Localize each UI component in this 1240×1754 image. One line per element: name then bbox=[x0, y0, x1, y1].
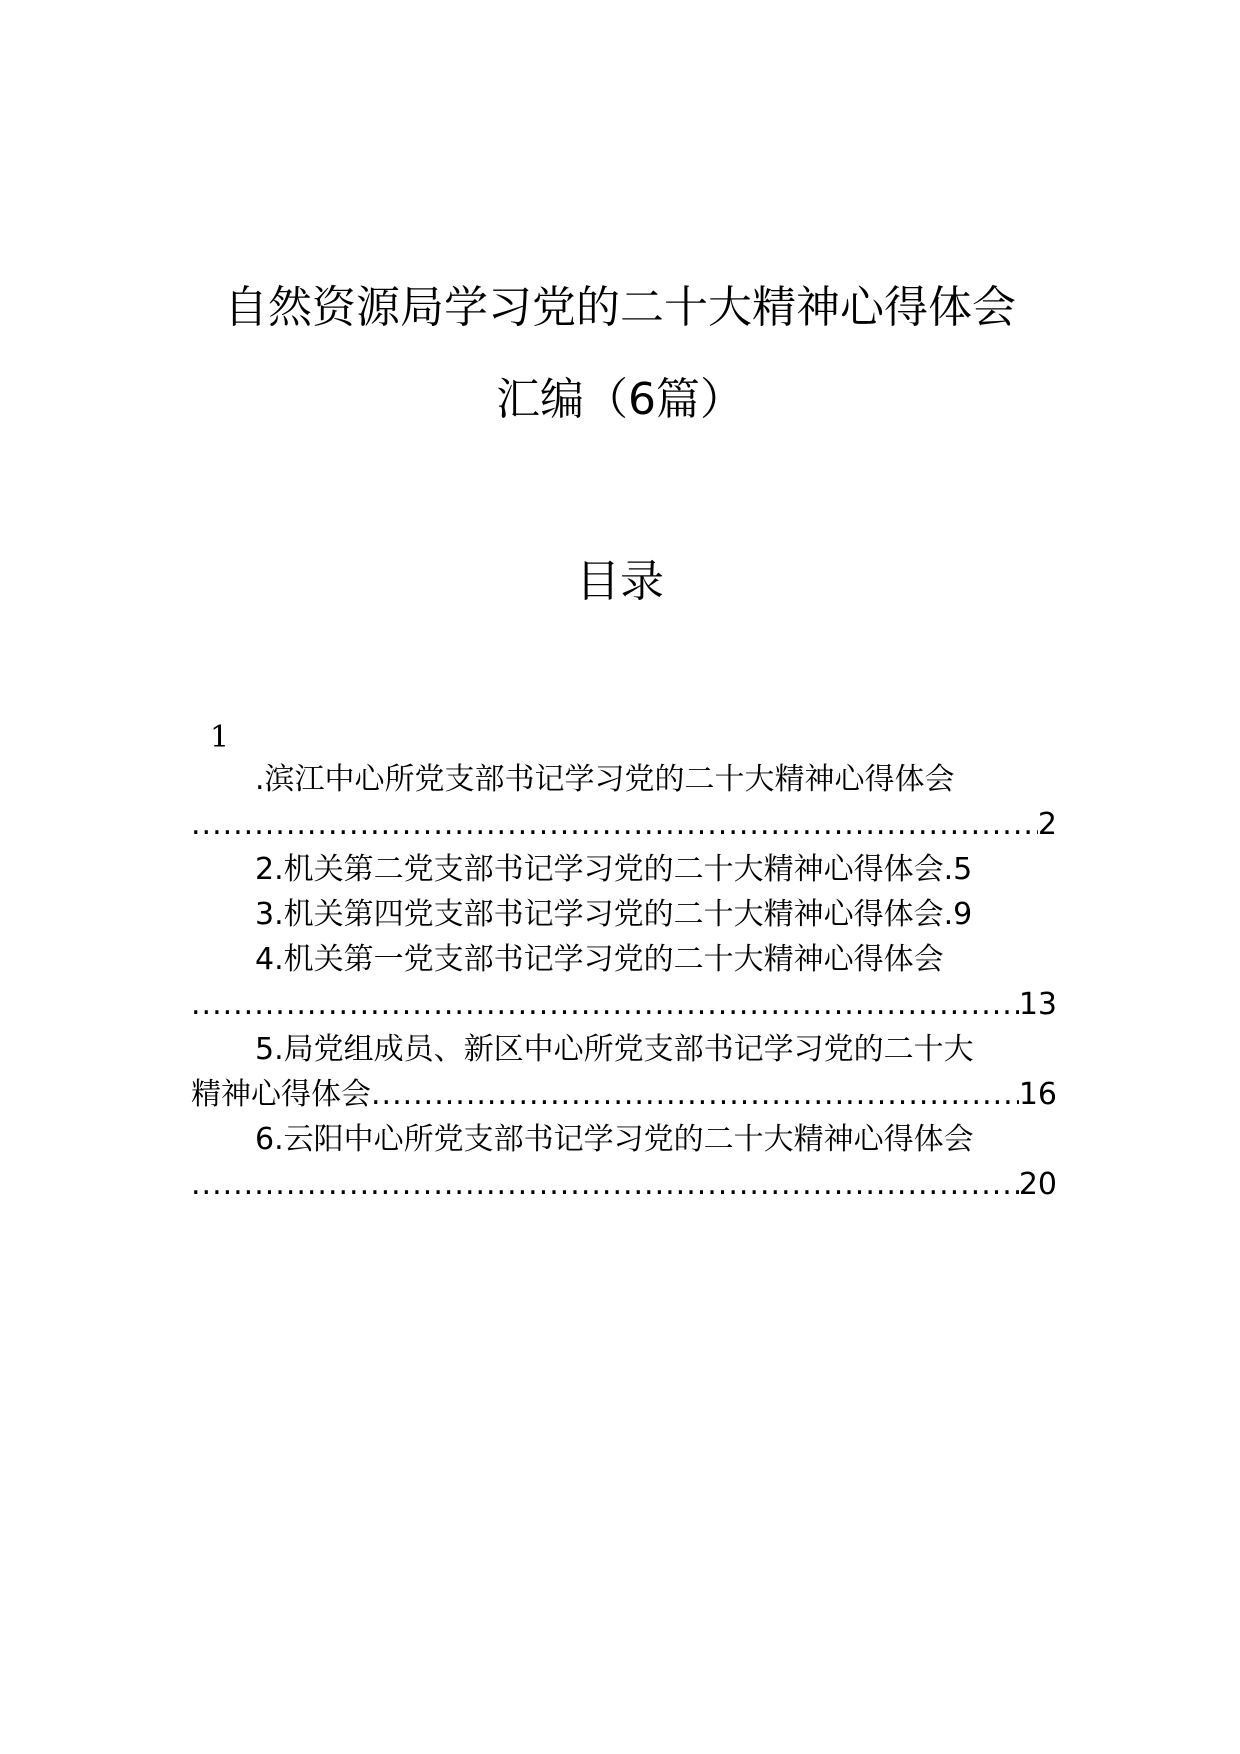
toc-heading: 目录 bbox=[576, 556, 664, 607]
toc-entry-text: 机关第一党支部书记学习党的二十大精神心得体会 bbox=[283, 942, 944, 977]
toc-number: 6. bbox=[255, 1122, 284, 1157]
dot-leader bbox=[191, 982, 1019, 1027]
dot-leader bbox=[191, 1162, 1019, 1207]
dot-leader bbox=[191, 802, 1038, 847]
toc-number: 3. bbox=[255, 897, 284, 932]
toc-entry-4[interactable] bbox=[191, 937, 1057, 982]
toc-entry-text: 局党组成员、新区中心所党支部书记学习党的二十大 bbox=[283, 1032, 974, 1067]
toc-page: 20 bbox=[1018, 1167, 1057, 1202]
toc-entry-5[interactable] bbox=[191, 1027, 1057, 1072]
toc-page: 9 bbox=[953, 897, 973, 932]
toc-entry-5-cont[interactable] bbox=[191, 1072, 1057, 1117]
dot-leader bbox=[371, 1072, 1019, 1117]
toc-entry-1[interactable] bbox=[191, 757, 1057, 802]
document-subtitle: 汇编（6篇） bbox=[496, 374, 744, 425]
toc-number: 2. bbox=[255, 852, 284, 887]
toc-page: 5 bbox=[953, 852, 973, 887]
toc-entry-text: 精神心得体会 bbox=[191, 1077, 371, 1112]
toc-entry-text: .滨江中心所党支部书记学习党的二十大精神心得体会 bbox=[255, 762, 955, 797]
toc-number: 4. bbox=[255, 942, 284, 977]
toc-entry-6-leader[interactable] bbox=[191, 1162, 1057, 1207]
toc-entry-text: 机关第二党支部书记学习党的二十大精神心得体会. bbox=[283, 852, 954, 887]
toc-entry-text: 机关第四党支部书记学习党的二十大精神心得体会. bbox=[283, 897, 954, 932]
toc-entry-1-leader[interactable] bbox=[191, 802, 1057, 847]
toc-number: 5. bbox=[255, 1032, 284, 1067]
toc-entry-4-leader[interactable] bbox=[191, 982, 1057, 1027]
toc-page: 13 bbox=[1018, 987, 1057, 1022]
toc-page: 16 bbox=[1018, 1077, 1057, 1112]
document-title: 自然资源局学习党的二十大精神心得体会 bbox=[224, 282, 1016, 333]
toc-entry-1-number: 1 bbox=[210, 720, 230, 755]
toc-entry-3[interactable] bbox=[191, 892, 1057, 937]
toc-page: 2 bbox=[1037, 807, 1057, 842]
toc-entry-6[interactable] bbox=[191, 1117, 1057, 1162]
toc-entry-2[interactable] bbox=[191, 847, 1057, 892]
toc-entry-text: 云阳中心所党支部书记学习党的二十大精神心得体会 bbox=[283, 1122, 974, 1157]
